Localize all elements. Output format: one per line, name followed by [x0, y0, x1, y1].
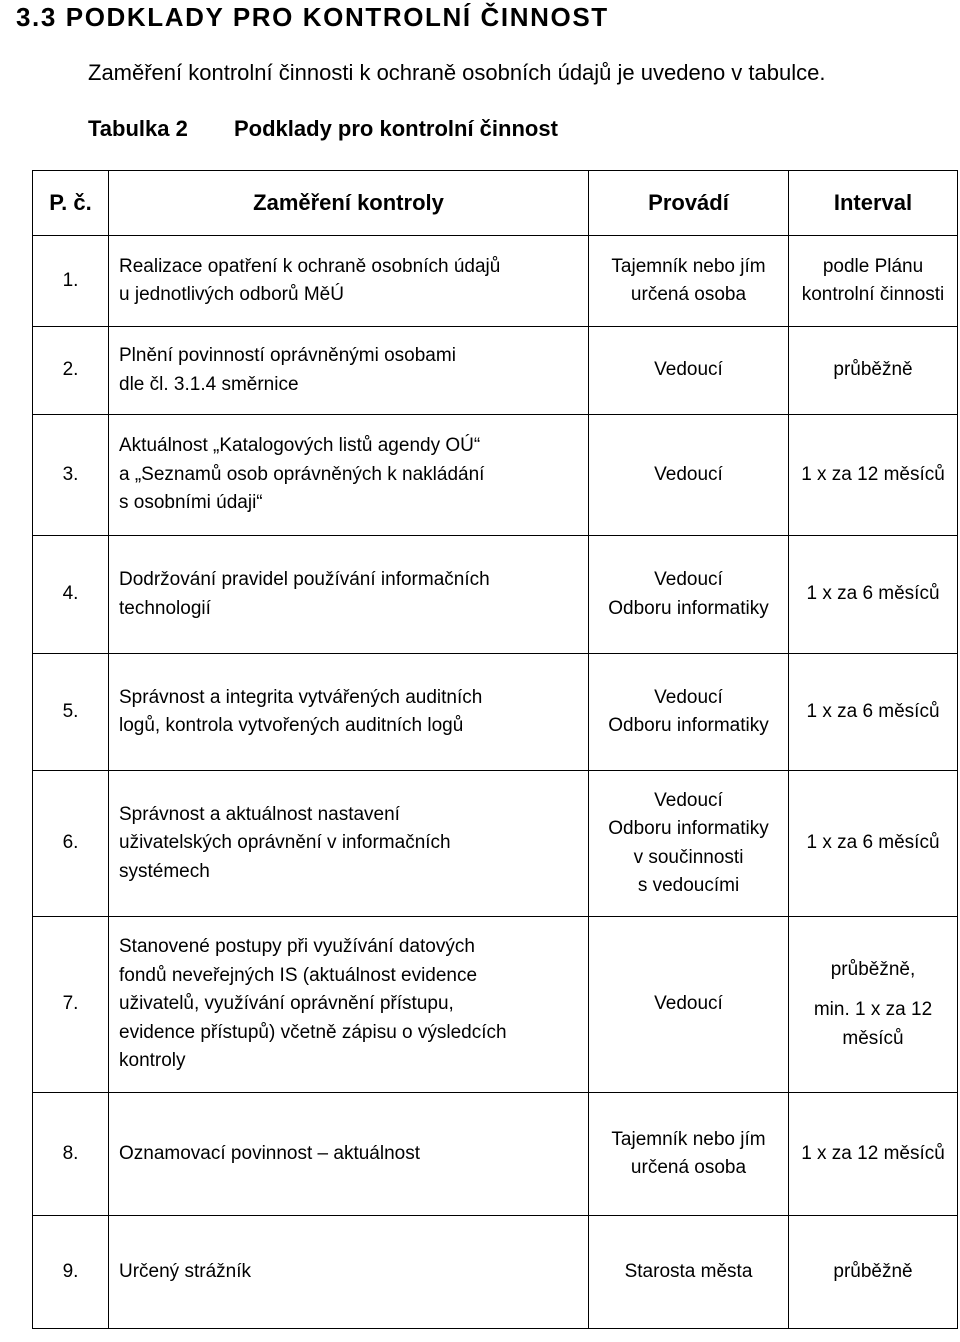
row-who: Vedoucí — [589, 415, 789, 536]
row-focus: Oznamovací povinnost – aktuálnost — [109, 1093, 589, 1216]
table-row — [33, 771, 958, 917]
table-caption — [88, 116, 558, 142]
row-focus: Určený strážník — [109, 1216, 589, 1329]
header-focus: Zaměření kontroly — [109, 171, 589, 236]
row-who: Vedoucí Odboru informatiky v součinnosti s vedoucími — [589, 771, 789, 917]
table-row — [33, 415, 958, 536]
row-interval: 1 x za 6 měsíců — [789, 654, 958, 771]
row-interval: 1 x za 6 měsíců — [789, 536, 958, 654]
row-who: Tajemník nebo jím určená osoba — [589, 1093, 789, 1216]
row-focus: Plnění povinností oprávněnými osobami dle čl. 3.1.4 směrnice — [109, 327, 589, 415]
row-number: 7. — [33, 917, 109, 1093]
row-focus: Aktuálnost „Katalogových listů agendy OÚ“ a „Seznamů osob oprávněných k nakládání s osobními údaji“ — [109, 415, 589, 536]
row-interval-spacer — [789, 984, 957, 996]
row-interval-extra: min. 1 x za 12 měsíců — [813, 999, 933, 1049]
row-who: Starosta města — [589, 1216, 789, 1329]
row-who: Vedoucí — [589, 327, 789, 415]
table-row — [33, 917, 958, 1093]
row-interval: průběžně — [789, 1216, 958, 1329]
row-interval: 1 x za 12 měsíců — [789, 415, 958, 536]
row-number: 4. — [33, 536, 109, 654]
row-who: Vedoucí Odboru informatiky — [589, 536, 789, 654]
row-number: 1. — [33, 236, 109, 327]
row-interval: 1 x za 12 měsíců — [789, 1093, 958, 1216]
table-header-row — [33, 171, 958, 236]
row-number: 3. — [33, 415, 109, 536]
row-interval-main: průběžně, — [830, 958, 916, 980]
row-who: Tajemník nebo jím určená osoba — [589, 236, 789, 327]
row-who: Vedoucí — [589, 917, 789, 1093]
row-number: 2. — [33, 327, 109, 415]
table-row — [33, 1093, 958, 1216]
table-caption-number: Tabulka 2 — [88, 116, 188, 141]
row-interval: podle Plánu kontrolní činnosti — [789, 236, 958, 327]
row-focus: Správnost a aktuálnost nastavení uživatelských oprávnění v informačních systémech — [109, 771, 589, 917]
row-focus: Správnost a integrita vytvářených auditních logů, kontrola vytvořených auditních logů — [109, 654, 589, 771]
row-focus: Stanovené postupy při využívání datových fondů neveřejných IS (aktuálnost evidence uživatelů, využívání oprávnění přístupu, evidence přístupů) včetně zápisu o výsledcích kontroly — [109, 917, 589, 1093]
row-number: 6. — [33, 771, 109, 917]
row-focus: Realizace opatření k ochraně osobních údajů u jednotlivých odborů MěÚ — [109, 236, 589, 327]
table-row — [33, 536, 958, 654]
row-interval — [789, 917, 958, 1093]
row-focus: Dodržování pravidel používání informačních technologií — [109, 536, 589, 654]
intro-text: Zaměření kontrolní činnosti k ochraně osobních údajů je uvedeno v tabulce. — [88, 60, 826, 85]
control-table — [32, 170, 958, 1329]
header-interval: Interval — [789, 171, 958, 236]
row-number: 8. — [33, 1093, 109, 1216]
row-interval: 1 x za 6 měsíců — [789, 771, 958, 917]
table-row — [33, 1216, 958, 1329]
section-heading: 3.3 PODKLADY PRO KONTROLNÍ ČINNOST — [16, 2, 609, 32]
table-row — [33, 654, 958, 771]
table-row — [33, 327, 958, 415]
row-number: 5. — [33, 654, 109, 771]
table-caption-title: Podklady pro kontrolní činnost — [234, 116, 558, 141]
row-interval: průběžně — [789, 327, 958, 415]
row-who: Vedoucí Odboru informatiky — [589, 654, 789, 771]
row-number: 9. — [33, 1216, 109, 1329]
table-row — [33, 236, 958, 327]
header-num: P. č. — [33, 171, 109, 236]
header-who: Provádí — [589, 171, 789, 236]
